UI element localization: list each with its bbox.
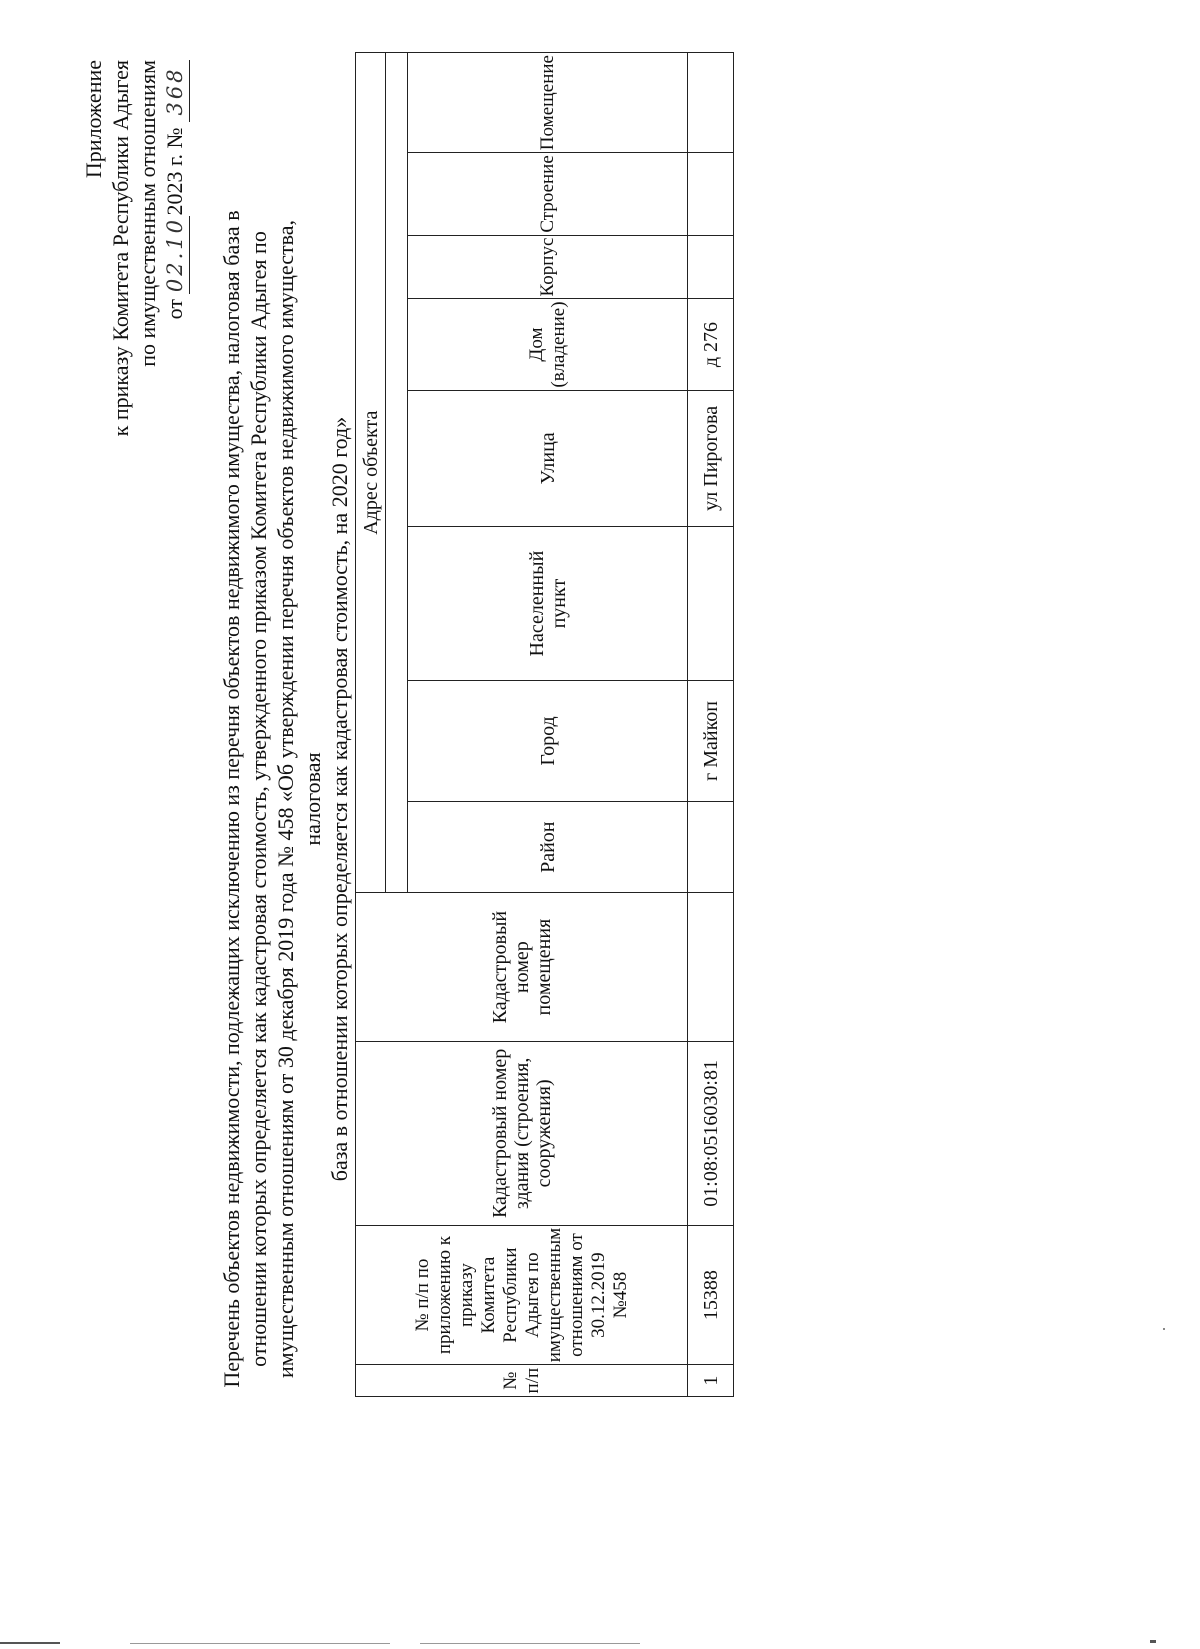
- header-city: Город: [408, 680, 688, 801]
- scan-speck: [1150, 1640, 1156, 1643]
- objects-table: [355, 52, 734, 1397]
- header-cadastral-room: Кадастровый номер помещения: [356, 893, 688, 1041]
- cell-street: ул Пирогова: [688, 390, 734, 527]
- date-suffix: 2023 г. №: [162, 127, 187, 216]
- scan-edge-line: [130, 1643, 390, 1644]
- header-address-group: Адрес объекта: [356, 53, 386, 893]
- appendix-date-line: [161, 60, 190, 436]
- header-appendix-num: № п/п по приложению к приказу Комитета Республики Адыгея по имущественным отношениям от 30.12.2019 №458: [356, 1225, 688, 1364]
- cell-num: 1: [688, 1365, 734, 1397]
- header-num: № п/п: [356, 1365, 688, 1397]
- cell-settlement: [688, 527, 734, 681]
- heading-line: отношении которых определяется как кадастровая стоимость, утвержденного приказом Комитета Республики Адыгея по: [246, 231, 271, 1367]
- header-cadastral-building: Кадастровый номер здания (строения, сооружения): [356, 1041, 688, 1225]
- table-row: [688, 53, 734, 1397]
- appendix-block: [80, 60, 190, 436]
- cell-building: [688, 153, 734, 235]
- header-address-spacer: [386, 53, 408, 893]
- document-heading: [218, 189, 353, 1409]
- handwritten-order-number: 368: [162, 60, 190, 122]
- scan-speck: [1163, 1328, 1165, 1330]
- header-settlement: Населенный пункт: [408, 527, 688, 681]
- header-house: Дом (владение): [408, 299, 688, 390]
- cell-appendix-num: 15388: [688, 1225, 734, 1364]
- cell-cadastral-building: 01:08:0516030:81: [688, 1041, 734, 1225]
- cell-korpus: [688, 235, 734, 299]
- appendix-committee-ref: по имущественным отношениям: [135, 60, 160, 367]
- header-premises: Помещение: [408, 53, 688, 153]
- heading-line: Перечень объектов недвижимости, подлежащих исключению из перечня объектов недвижимого имущества, налоговая база в: [219, 210, 244, 1388]
- heading-line: имущественным отношениям от 30 декабря 2019 года № 458 «Об утверждении перечня объектов недвижимого имущества, налоговая: [273, 220, 325, 1378]
- cell-city: г Майкоп: [688, 680, 734, 801]
- scan-edge-line: [420, 1643, 640, 1644]
- header-korpus: Корпус: [408, 235, 688, 299]
- header-street: Улица: [408, 390, 688, 527]
- cell-premises: [688, 53, 734, 153]
- header-district: Район: [408, 801, 688, 892]
- cell-cadastral-room: [688, 893, 734, 1041]
- header-building: Строение: [408, 153, 688, 235]
- scan-edge-line: [0, 1642, 60, 1644]
- appendix-title: Приложение: [81, 60, 106, 179]
- date-prefix: от: [162, 299, 187, 320]
- cell-house: д 276: [688, 299, 734, 390]
- heading-line: база в отношении которых определяется как кадастровая стоимость, на 2020 год»: [327, 416, 352, 1182]
- appendix-order-ref: к приказу Комитета Республики Адыгея: [108, 60, 133, 437]
- handwritten-date: 02.10: [162, 216, 190, 294]
- cell-district: [688, 801, 734, 892]
